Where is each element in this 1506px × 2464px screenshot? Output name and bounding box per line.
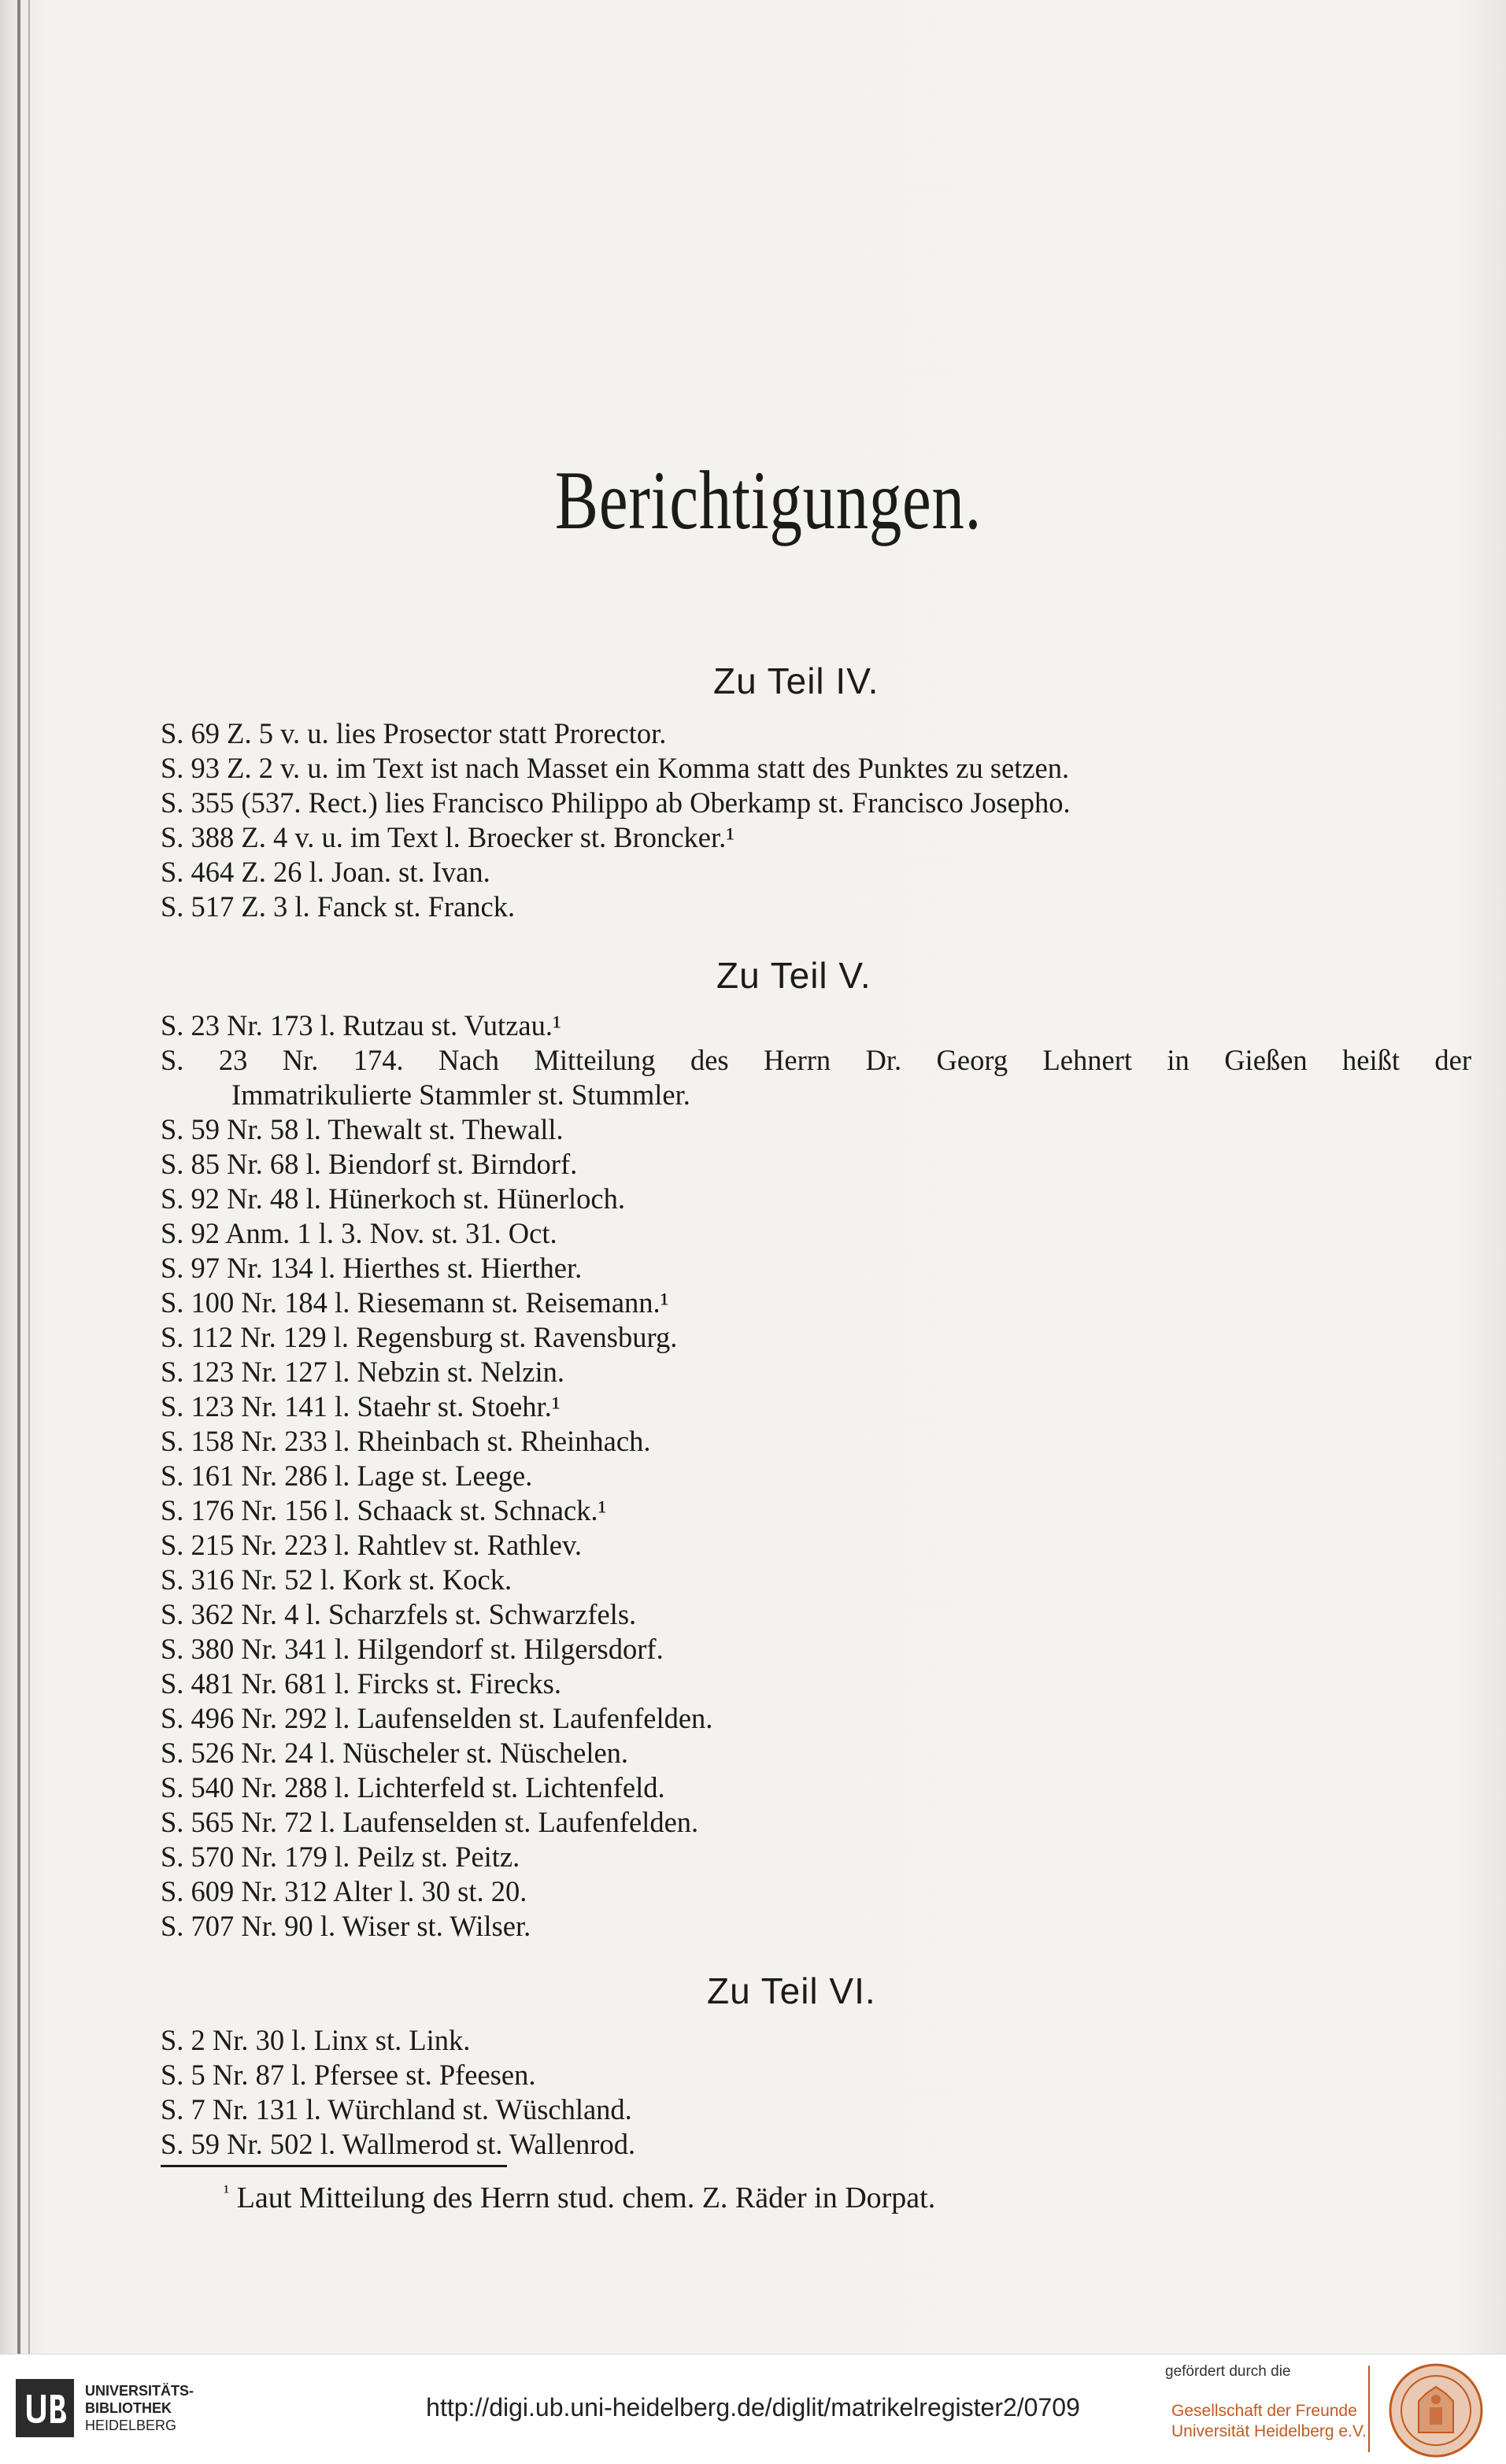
correction-line: S. 112 Nr. 129 l. Regensburg st. Ravensburg. — [161, 1321, 678, 1353]
correction-line: S. 540 Nr. 288 l. Lichterfeld st. Lichtenfeld. — [161, 1771, 665, 1804]
correction-line: S. 123 Nr. 127 l. Nebzin st. Nelzin. — [161, 1356, 564, 1388]
correction-line: S. 85 Nr. 68 l. Biendorf st. Birndorf. — [161, 1148, 578, 1180]
sponsor-name — [1171, 2401, 1367, 2442]
correction-line: S. 362 Nr. 4 l. Scharzfels st. Schwarzfels. — [161, 1598, 637, 1630]
correction-line: S. 59 Nr. 58 l. Thewalt st. Thewall. — [161, 1113, 564, 1145]
correction-line: S. 93 Z. 2 v. u. im Text ist nach Masset ein Komma statt des Punktes zu setzen. — [161, 752, 1070, 784]
sponsor-intro: gefördert durch die — [1165, 2363, 1291, 2380]
correction-line: S. 161 Nr. 286 l. Lage st. Leege. — [161, 1460, 533, 1492]
correction-line-continuation: Immatrikulierte Stammler st. Stummler. — [231, 1078, 690, 1111]
correction-line: S. 570 Nr. 179 l. Peilz st. Peitz. — [161, 1841, 520, 1873]
correction-line: S. 176 Nr. 156 l. Schaack st. Schnack.¹ — [161, 1494, 607, 1526]
footnote — [224, 2181, 935, 2215]
university-seal-icon — [1387, 2362, 1485, 2459]
section-heading-teil-6: Zu Teil VI. — [707, 1970, 876, 2011]
correction-line: S. 707 Nr. 90 l. Wiser st. Wilser. — [161, 1910, 531, 1942]
correction-line: S. 517 Z. 3 l. Fanck st. Franck. — [161, 890, 516, 923]
footnote-text: Laut Mitteilung des Herrn stud. chem. Z. Räder in Dorpat. — [236, 2181, 936, 2214]
correction-line: S. 92 Nr. 48 l. Hünerkoch st. Hünerloch. — [161, 1182, 626, 1215]
correction-line: S. 100 Nr. 184 l. Riesemann st. Reisemann.¹ — [161, 1286, 669, 1319]
correction-line: S. 69 Z. 5 v. u. lies Prosector statt Prorector. — [161, 717, 667, 749]
correction-line: S. 496 Nr. 292 l. Laufenselden st. Laufenfelden. — [161, 1702, 713, 1734]
library-name-line: BIBLIOTHEK — [85, 2400, 172, 2416]
correction-line: S. 388 Z. 4 v. u. im Text l. Broecker st. Broncker.¹ — [161, 821, 735, 853]
correction-line: S. 23 Nr. 174. Nach Mitteilung des Herrn Dr. Georg Lehnert in Gießen heißt der — [161, 1044, 1471, 1076]
correction-line: S. 565 Nr. 72 l. Laufenselden st. Laufenfelden. — [161, 1806, 699, 1838]
sponsor-name-line: Gesellschaft der Freunde — [1171, 2402, 1357, 2420]
correction-line: S. 7 Nr. 131 l. Würchland st. Wüschland. — [161, 2093, 632, 2125]
correction-line: S. 2 Nr. 30 l. Linx st. Link. — [161, 2024, 471, 2056]
source-url-link[interactable]: http://digi.ub.uni-heidelberg.de/diglit/matrikelregister2/0709 — [426, 2393, 1080, 2421]
library-name-line: UNIVERSITÄTS- — [85, 2383, 194, 2399]
correction-line: S. 215 Nr. 223 l. Rahtlev st. Rathlev. — [161, 1529, 582, 1561]
footnote-rule — [161, 2165, 507, 2167]
page-title: Berichtigungen. — [554, 454, 982, 546]
section-heading-teil-4: Zu Teil IV. — [713, 660, 879, 701]
correction-line: S. 59 Nr. 502 l. Wallmerod st. Wallenrod. — [161, 2128, 636, 2160]
correction-line: S. 123 Nr. 141 l. Staehr st. Stoehr.¹ — [161, 1390, 561, 1423]
binding-edge — [17, 0, 20, 2354]
correction-line: S. 526 Nr. 24 l. Nüscheler st. Nüschelen. — [161, 1737, 629, 1769]
correction-line: S. 609 Nr. 312 Alter l. 30 st. 20. — [161, 1875, 527, 1907]
section-heading-teil-5: Zu Teil V. — [716, 955, 871, 996]
correction-line: S. 316 Nr. 52 l. Kork st. Kock. — [161, 1563, 512, 1596]
correction-line: S. 92 Anm. 1 l. 3. Nov. st. 31. Oct. — [161, 1217, 557, 1249]
correction-line: S. 23 Nr. 173 l. Rutzau st. Vutzau.¹ — [161, 1009, 561, 1041]
footnote-marker: ¹ — [224, 2182, 230, 2203]
correction-line: S. 97 Nr. 134 l. Hierthes st. Hierther. — [161, 1252, 583, 1284]
correction-line: S. 380 Nr. 341 l. Hilgendorf st. Hilgersdorf. — [161, 1633, 664, 1665]
correction-line: S. 481 Nr. 681 l. Fircks st. Firecks. — [161, 1667, 561, 1700]
sponsor-divider — [1368, 2366, 1370, 2452]
binding-edge-inner — [28, 0, 30, 2354]
correction-line: S. 5 Nr. 87 l. Pfersee st. Pfeesen. — [161, 2059, 536, 2091]
correction-line: S. 464 Z. 26 l. Joan. st. Ivan. — [161, 856, 490, 888]
sponsor-name-line: Universität Heidelberg e.V. — [1171, 2422, 1367, 2440]
library-name-line: HEIDELBERG — [85, 2418, 177, 2433]
correction-line: S. 355 (537. Rect.) lies Francisco Philippo ab Oberkamp st. Francisco Josepho. — [161, 786, 1071, 819]
correction-line: S. 158 Nr. 233 l. Rheinbach st. Rheinhach. — [161, 1425, 651, 1457]
